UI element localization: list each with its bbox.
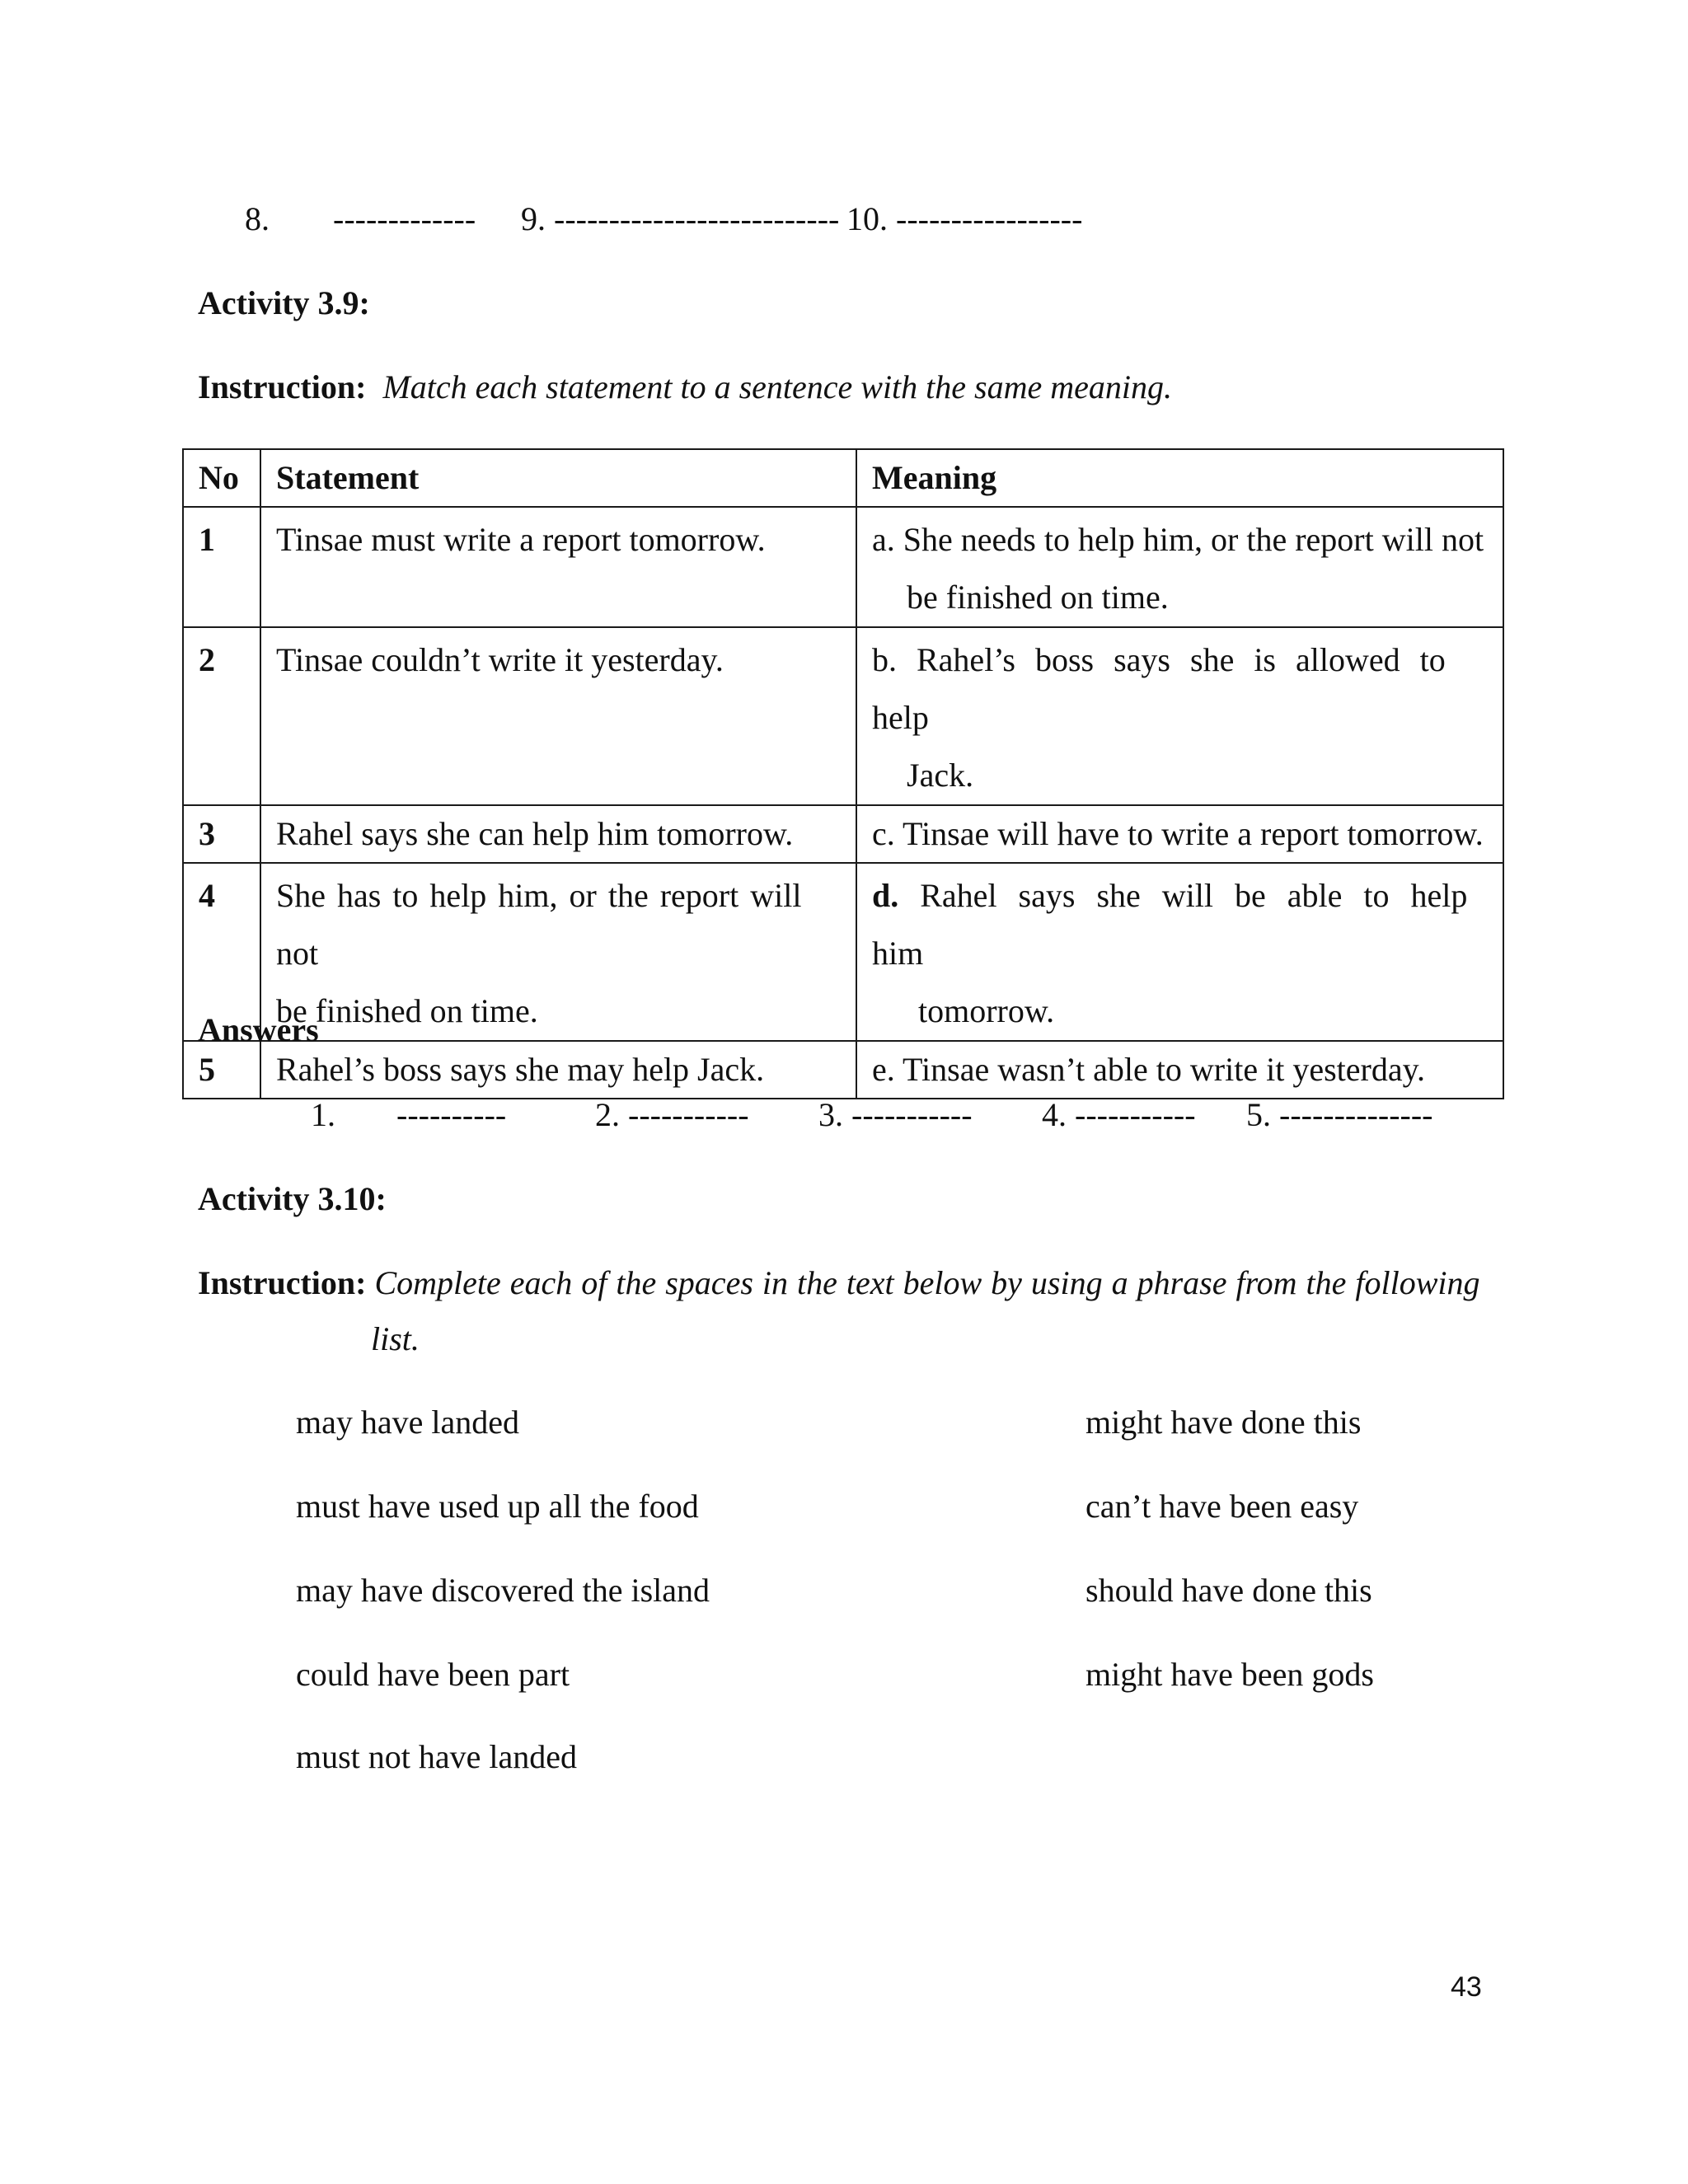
phrase-item: should have done this bbox=[1085, 1572, 1372, 1609]
meaning-text: e. Tinsae wasn’t able to write it yesterday. bbox=[872, 1051, 1425, 1088]
meaning-text: c. Tinsae will have to write a report tomorrow. bbox=[872, 815, 1484, 852]
item-10-blank: 10. ----------------- bbox=[846, 200, 1083, 237]
item-8-blank: ------------- bbox=[333, 200, 476, 237]
statement-cell bbox=[260, 507, 856, 627]
answer-4-number: 4. bbox=[1042, 1096, 1067, 1133]
meaning-text-line bbox=[872, 867, 1488, 982]
answer-2-blank: ----------- bbox=[628, 1096, 749, 1133]
table-row bbox=[183, 507, 1503, 627]
meaning-text-line: a. She needs to help him, or the report will not bbox=[872, 521, 1484, 558]
row-number: 1 bbox=[183, 507, 260, 627]
statement-text-line: be finished on time. bbox=[276, 992, 538, 1029]
meaning-cell bbox=[856, 863, 1503, 1041]
meaning-text-line: b. Rahel’s boss says she is allowed to help bbox=[872, 641, 1446, 736]
phrase-item: could have been part bbox=[296, 1656, 570, 1693]
answer-3 bbox=[818, 1096, 973, 1133]
answers-title: Answers bbox=[198, 1011, 319, 1048]
table-row bbox=[183, 627, 1503, 805]
answer-2 bbox=[595, 1096, 749, 1133]
phrase-item: can’t have been easy bbox=[1085, 1488, 1359, 1525]
answer-2-number: 2. bbox=[595, 1096, 620, 1133]
statement-text: Tinsae must write a report tomorrow. bbox=[276, 521, 766, 558]
row-number: 3 bbox=[183, 805, 260, 863]
instruction-text: Complete each of the spaces in the text below by using a phrase from the following bbox=[374, 1264, 1480, 1301]
answer-1-blank: ---------- bbox=[396, 1096, 507, 1133]
meaning-text-line: be finished on time. bbox=[907, 579, 1169, 616]
statement-cell bbox=[260, 805, 856, 863]
table-row bbox=[183, 863, 1503, 1041]
activity-3-9-title: Activity 3.9: bbox=[198, 284, 370, 321]
phrase-item: may have landed bbox=[296, 1404, 519, 1441]
phrase-item: might have been gods bbox=[1085, 1656, 1374, 1693]
table-row bbox=[183, 805, 1503, 863]
page-number: 43 bbox=[1451, 1971, 1482, 2003]
table-row bbox=[183, 1041, 1503, 1099]
row-number: 5 bbox=[183, 1041, 260, 1099]
phrase-item: may have discovered the island bbox=[296, 1572, 710, 1609]
statement-cell bbox=[260, 1041, 856, 1099]
item-9-blank: 9. -------------------------- bbox=[521, 200, 840, 237]
meaning-letter: d. bbox=[872, 877, 899, 914]
header-statement: Statement bbox=[260, 449, 856, 507]
phrase-item: might have done this bbox=[1085, 1404, 1362, 1441]
instruction-text: Match each statement to a sentence with the same meaning. bbox=[382, 368, 1172, 405]
answer-3-number: 3. bbox=[818, 1096, 843, 1133]
matching-table bbox=[182, 448, 1504, 1099]
phrase-item: must not have landed bbox=[296, 1738, 578, 1775]
table-header-row bbox=[183, 449, 1503, 507]
activity-3-10-instruction bbox=[198, 1264, 1480, 1301]
meaning-cell bbox=[856, 627, 1503, 805]
statement-cell bbox=[260, 863, 856, 1041]
header-meaning: Meaning bbox=[856, 449, 1503, 507]
meaning-cell bbox=[856, 1041, 1503, 1099]
answer-1-number: 1. bbox=[311, 1096, 335, 1133]
item-8-number: 8. bbox=[245, 200, 270, 237]
answer-3-blank: ----------- bbox=[851, 1096, 973, 1133]
instruction-label: Instruction: bbox=[198, 1264, 367, 1301]
statement-text: Rahel’s boss says she may help Jack. bbox=[276, 1051, 765, 1088]
meaning-cell bbox=[856, 507, 1503, 627]
answer-4 bbox=[1042, 1096, 1196, 1133]
header-no: No bbox=[183, 449, 260, 507]
activity-3-9-instruction bbox=[198, 368, 1172, 405]
statement-text: Tinsae couldn’t write it yesterday. bbox=[276, 641, 724, 678]
activity-3-10-title: Activity 3.10: bbox=[198, 1180, 387, 1217]
row-number: 2 bbox=[183, 627, 260, 805]
answer-5-blank: -------------- bbox=[1279, 1096, 1433, 1133]
statement-text: Rahel says she can help him tomorrow. bbox=[276, 815, 794, 852]
instruction-text-continued: list. bbox=[371, 1320, 420, 1357]
meaning-text-line: Jack. bbox=[907, 757, 974, 794]
answer-4-blank: ----------- bbox=[1075, 1096, 1196, 1133]
answer-5-number: 5. bbox=[1246, 1096, 1271, 1133]
meaning-text-line: tomorrow. bbox=[918, 992, 1055, 1029]
phrase-item: must have used up all the food bbox=[296, 1488, 699, 1525]
meaning-cell bbox=[856, 805, 1503, 863]
statement-text-line: She has to help him, or the report will not bbox=[276, 877, 802, 972]
row-number: 4 bbox=[183, 863, 260, 1041]
answer-5 bbox=[1246, 1096, 1433, 1133]
meaning-text: Rahel says she will be able to help him bbox=[872, 877, 1468, 972]
instruction-label: Instruction: bbox=[198, 368, 367, 405]
statement-cell bbox=[260, 627, 856, 805]
